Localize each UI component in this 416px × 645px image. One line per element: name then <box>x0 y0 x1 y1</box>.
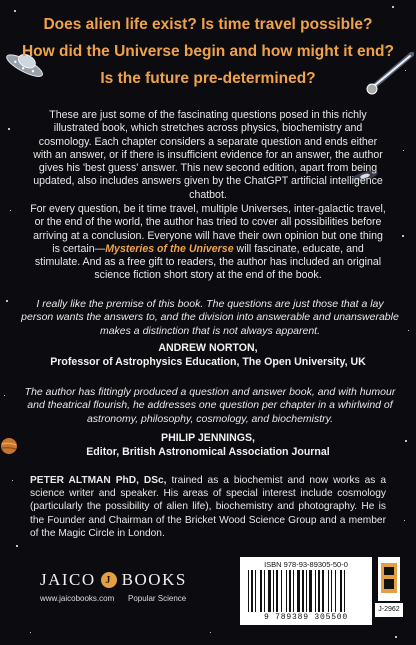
star <box>210 632 211 633</box>
star <box>14 10 16 12</box>
headline-question-2: How did the Universe begin and how might it end? <box>21 43 394 60</box>
star <box>404 520 405 521</box>
star <box>8 128 10 130</box>
barcode <box>240 557 372 625</box>
description-paragraph-2 <box>30 203 386 283</box>
paragraph-2-text-after: will fascinate, educate, and stimulate. And as a free gift to readers, the author has included an original science fiction short story at the end of the book. <box>34 242 382 282</box>
publisher-logo <box>40 570 190 590</box>
reviewer-title-1: Professor of Astrophysics Education, The Open University, UK <box>50 355 366 368</box>
isbn-number: ISBN 978-93-89305-50-0 <box>264 560 348 569</box>
book-category: Popular Science <box>128 594 187 603</box>
book-title: Mysteries of the Universe <box>105 242 234 255</box>
publisher-badge-icon: J <box>101 572 117 588</box>
review-quote-1: I really like the premise of this book. The questions are just those that a lay person wants the answers to, and the division into answerable and unanswerable makes a distinction that is not always apparent. <box>21 298 399 337</box>
star <box>16 545 18 547</box>
author-name: PETER ALTMAN PhD, DSc, <box>30 475 167 486</box>
barcode-digits: 9 789389 305500 <box>263 613 348 622</box>
catalog-code: J-2962 <box>375 603 403 617</box>
star <box>403 150 404 151</box>
star <box>395 636 397 638</box>
star <box>30 632 31 633</box>
review-attribution-1 <box>0 342 416 369</box>
publisher-name-left: JAICO <box>40 570 96 589</box>
barcode-bars <box>246 570 366 612</box>
description-paragraph-1: These are just some of the fascinating questions posed in this richly illustrated book, which stretches across physics, biochemistry and cosmology. Each chapter considers a separate question and ends either with an answer, or if there is insufficient evidence for an answer, the author gives his 'best guess' answer. This new second edition, apart from being updated, also includes answers given by the ChatGPT artificial intelligence chatbot. <box>33 109 383 201</box>
star <box>408 330 409 331</box>
reviewer-name-2: PHILIP JENNINGS, <box>161 432 255 444</box>
reviewer-title-2: Editor, British Astronomical Association Journal <box>86 445 330 458</box>
publisher-name-right: BOOKS <box>121 570 187 589</box>
paragraph-2-text-before: For every question, be it time travel, multiple Universes, inter-galactic travel, or the end of the world, the author has tried to cover all possibilities before arriving at a conclusion. Everyone will have their own opinion but one thing is certain— <box>30 203 386 255</box>
star <box>12 480 13 481</box>
reviewer-name-1: ANDREW NORTON, <box>158 342 258 354</box>
author-bio-text: trained as a biochemist and now works as a science writer and speaker. His areas of special interest include cosmology (particularly the possibility of alien life), biochemistry and photography. He is the Founder and Chairman of the Bricket Wood Science Group and a member of the Magic Circle in London. <box>30 475 386 539</box>
star <box>10 210 11 211</box>
review-quote-2: The author has fittingly produced a question and answer book, and with humour and theatrical flourish, he addresses one question per chapter in a whirlwind of astronomy, philosophy, cosmology, and biochemistry. <box>24 386 396 425</box>
publisher-mark-icon <box>378 557 400 601</box>
publisher-url: www.jaicobooks.com <box>40 594 115 603</box>
author-bio <box>30 474 386 540</box>
star <box>6 300 8 302</box>
star <box>4 395 5 396</box>
headline-question-1: Does alien life exist? Is time travel possible? <box>43 16 373 33</box>
headline-question-3: Is the future pre-determined? <box>100 70 316 87</box>
review-attribution-2 <box>0 432 416 459</box>
star <box>392 6 394 8</box>
star <box>402 235 404 237</box>
